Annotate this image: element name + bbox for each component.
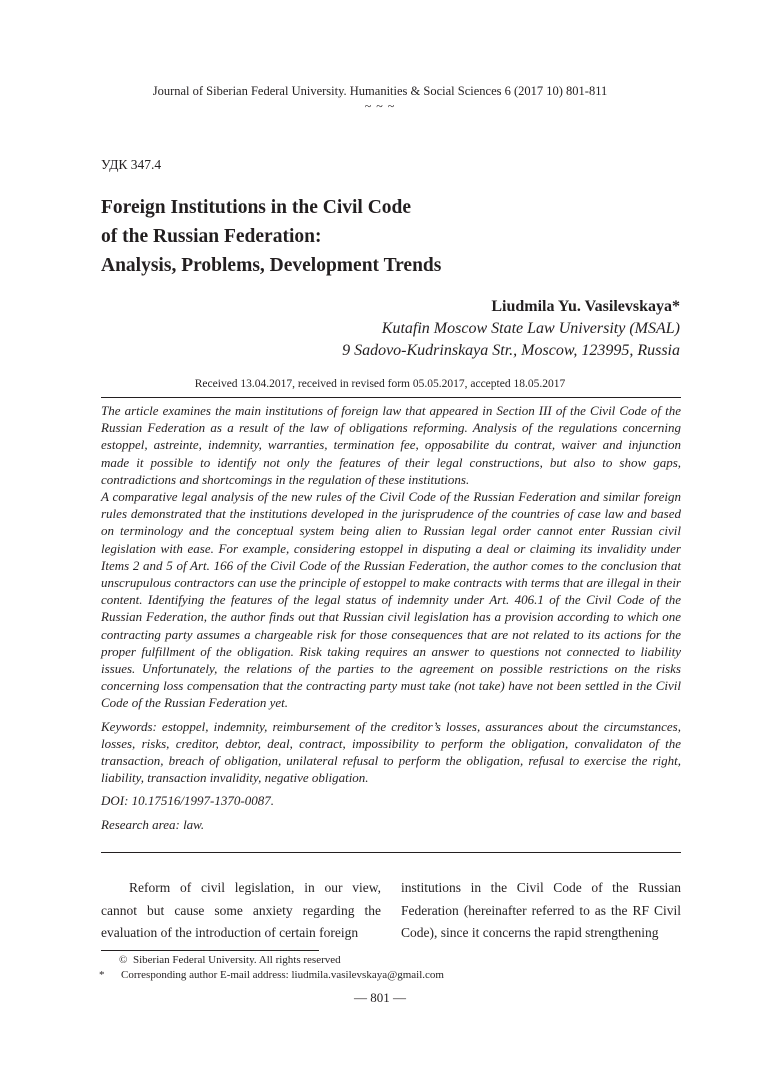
footnote-rule <box>101 950 319 951</box>
received-dates: Received 13.04.2017, received in revised form 05.05.2017, accepted 18.05.2017 <box>194 378 566 390</box>
title-line-3: Analysis, Problems, Development Trends <box>101 255 442 276</box>
keywords: Keywords: estoppel, indemnity, reimbursement of the creditor’s losses, assurances about the circumstances, losses, risks, creditor, debtor, deal, contract, impossibility to perform the obligation, convalidaton of the transaction, breach of obligation, unilateral refusal to perform the obligation, refusal to exercise the right, liability, transaction invalidity, negative obligation. <box>101 718 681 786</box>
journal-header: Journal of Siberian Federal University. Humanities & Social Sciences 6 (2017 10) 801-811 <box>152 84 608 98</box>
corresponding-author-footnote <box>101 968 444 983</box>
article-title <box>101 193 441 280</box>
research-area: Research area: law. <box>101 816 205 832</box>
abstract-paragraph-2: A comparative legal analysis of the new rules of the Civil Code of the Russian Federation and similar foreign rules demonstrated that the institutions developed in the jurisprudence of the countries of case law and based on terminology and the conceptual system being alien to Russian legal order cannot enter Russian civil legislation with ease. For example, considering estoppel in disputing a deal or claiming its invalidity under Items 2 and 5 of Art. 166 of the Civil Code of the Russian Federation, the author comes to the conclusion that unscrupulous contractors can use the principle of estoppel to make contracts with terms that are illegal in their content. Identifying the features of the legal status of indemnity under Art. 406.1 of the Civil Code of the Russian Federation, the author finds out that Russian civil legislation has a provision according to which one contracting party assumes a chargeable risk for those consequences that are not related to its actions for the proper fulfillment of the obligation. Risk taking requires an answer to questions not connected to liability issues. Unfortunately, the relations of the parties to the agreement on possible restrictions on the risks concerning loss compensation that the contracting party must take (not take) have not been settled in the Civil Code of the Russian Federation yet. <box>101 489 681 711</box>
body-right-text: institutions in the Civil Code of the Russian Federation (hereinafter referred to as the RF Civil Code), since it concerns the rapid strengthening <box>401 880 681 940</box>
abstract-top-rule <box>101 397 681 398</box>
body-text <box>101 877 681 945</box>
author-address: 9 Sadovo-Kudrinskaya Str., Moscow, 123995, Russia <box>342 342 680 359</box>
footnotes <box>101 953 444 983</box>
title-line-1: Foreign Institutions in the Civil Code <box>101 197 412 218</box>
body-column-right <box>401 877 681 945</box>
copyright-mark: © <box>119 954 128 966</box>
author-block <box>342 296 680 362</box>
udk-code: УДК 347.4 <box>101 157 162 172</box>
abstract <box>101 402 681 833</box>
page-number: — 801 — <box>354 990 406 1005</box>
copyright-footnote <box>101 953 444 968</box>
corresponding-author-email: Corresponding author E-mail address: liudmila.vasilevskaya@gmail.com <box>121 969 444 981</box>
abstract-bottom-rule <box>101 852 681 853</box>
asterisk-mark: * <box>99 969 105 981</box>
doi: DOI: 10.17516/1997-1370-0087. <box>101 793 274 809</box>
author-name: Liudmila Yu. Vasilevskaya* <box>491 298 680 315</box>
title-line-2: of the Russian Federation: <box>101 226 322 247</box>
header-ornament: ~ ~ ~ <box>364 99 396 113</box>
author-affiliation: Kutafin Moscow State Law University (MSAL) <box>381 320 680 337</box>
abstract-paragraph-1: The article examines the main institutions of foreign law that appeared in Section III of the Civil Code of the Russian Federation as a result of the law of obligations reforming. Analysis of the regulations concerning estoppel, astreinte, indemnity, warranties, termination fee, opposabilite du contrat, waiver and injunction made it possible to identify not only the features of their legal constructions, but also to show gaps, contradictions and shortcomings in the regulation of these institutions. <box>101 403 681 487</box>
body-left-text: Reform of civil legislation, in our view, cannot but cause some anxiety regarding the evaluation of the introduction of certain foreign <box>101 880 381 940</box>
copyright-text: Siberian Federal University. All rights reserved <box>133 954 341 966</box>
body-column-left <box>101 877 381 945</box>
